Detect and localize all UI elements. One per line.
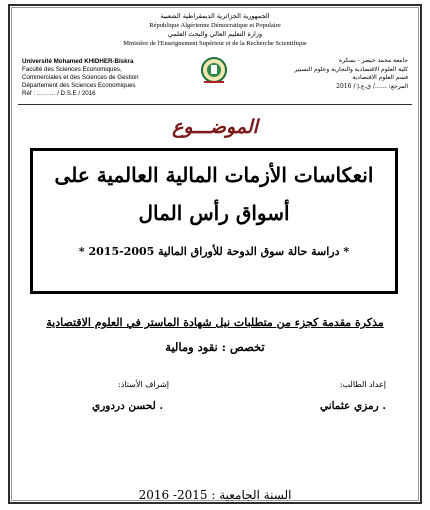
university-block-fr [22,58,192,98]
faculty-name-ar: كلية العلوم الاقتصادية والتجارية وعلوم التسيير [294,65,408,73]
specialty: تخصص : نقود ومالية [165,340,265,354]
header-republic-ar: الجمهورية الجزائرية الديمقراطية الشعبية [160,12,270,20]
university-block-ar [268,57,408,91]
header-ministry-ar: وزارة التعليم العالي والبحث العلمي [167,30,263,38]
title-box [30,148,398,294]
supervisor-label: إشراف الأستاذ: [118,380,169,389]
header-ministry-fr: Ministère de l'Enseignement Supérieur et de la Recherche Scientifique [123,40,307,47]
student-name: . رمزي عثماني [319,400,386,412]
memo-description: مذكرة مقدمة كجزء من متطلبات نيل شهادة الماستر في العلوم الاقتصادية [46,316,384,329]
header-divider [18,104,412,105]
university-name-ar: جامعة محمد خيضر - بسكرة [338,57,408,64]
header-republic-fr: République Algérienne Démocratique et Populaire [149,22,281,29]
faculty-name-fr: Faculté des Sciences Economiques, [22,66,122,73]
thesis-title-line-2: أسواق رأس المال [138,201,290,225]
department-name-ar: قسم العلوم الاقتصادية [352,74,408,81]
student-label: إعداد الطالب: [339,380,386,389]
supervisor-name: . لحسن دردوري [92,400,164,412]
reference-ar: المرجع: ……/ ق.ع.إ / 2016 [336,82,408,90]
thesis-title-line-1: انعكاسات الأزمات المالية العالمية على [54,163,374,187]
academic-year: السنة الجامعية : 2015- 2016 [138,488,292,502]
department-name-fr: Département des Sciences Economiques [22,82,136,89]
university-name-fr: Université Mohamed KHIDHER-Biskra [22,58,134,65]
reference-fr: Réf : ……… / D.S.E / 2016 [22,90,96,97]
university-logo [200,56,228,86]
subject-heading: الموضـــوع [172,116,258,138]
case-study-subtitle: * دراسة حالة سوق الدوحة للأوراق المالية 2005-2015 * [78,245,350,258]
faculty-name-fr-2: Commerciales et des Sciences de Gestion [22,74,139,81]
